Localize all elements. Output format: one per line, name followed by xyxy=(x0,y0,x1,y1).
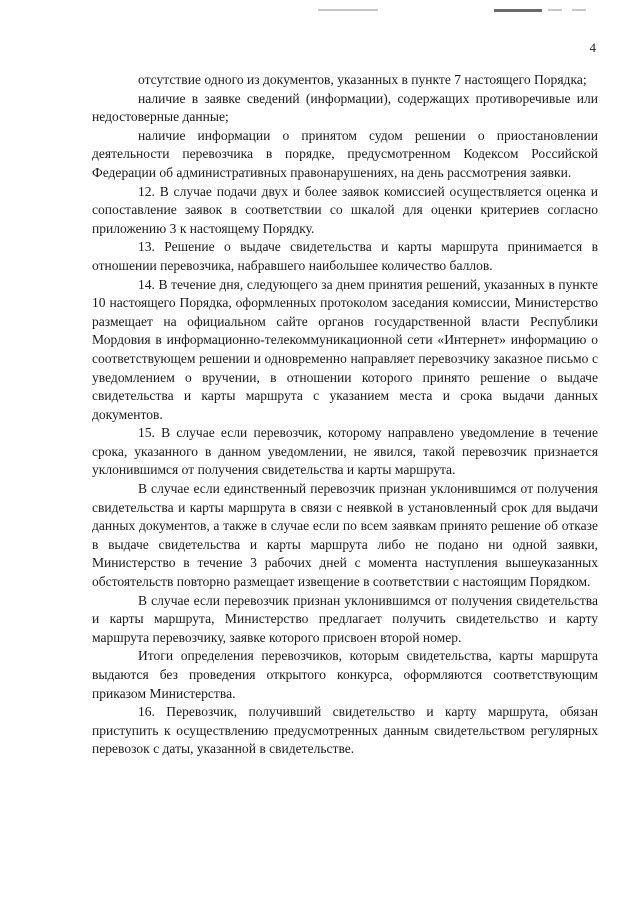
paragraph: 13. Решение о выдаче свидетельства и карты маршрута принимается в отношении перевозчика, набравшего наибольшее количество баллов. xyxy=(92,239,598,273)
paragraph: В случае если перевозчик признан уклонившимся от получения свидетельства и карты маршрута, Министерство предлагает получить свидетельство и карту маршрута перевозчику, заявке которого присвоен второй номер. xyxy=(92,592,598,645)
paragraph: 14. В течение дня, следующего за днем принятия решений, указанных в пункте 10 настоящего Порядка, оформленных протоколом заседания комиссии, Министерство размещает на официальном сайте органов государственной власти Республики Мордовия в информационно-телекоммуникационной сети «Интернет» информацию о соответствующем решении и одновременно направляет перевозчику заказное письмо с уведомлением о вручении, в отношении которого принято решение о выдаче свидетельства и карты маршрута с указанием места и срока выдачи данных документов. xyxy=(92,276,598,422)
scan-artifact xyxy=(318,9,378,11)
paragraph: наличие информации о принятом судом решении о приостановлении деятельности перевозчика в порядке, предусмотренном Кодексом Российской Федерации об административных правонарушениях, на день рассмотрения заявки. xyxy=(92,127,598,180)
scan-artifact xyxy=(572,9,586,11)
paragraph: 12. В случае подачи двух и более заявок комиссией осуществляется оценка и сопоставление заявок в соответствии со шкалой для оценки критериев согласно приложению 3 к настоящему Порядку. xyxy=(92,183,598,236)
paragraph: 16. Перевозчик, получивший свидетельство и карту маршрута, обязан приступить к осуществлению предусмотренных данным свидетельством регулярных перевозок с даты, указанной в свидетельстве. xyxy=(92,704,598,757)
paragraph: 15. В случае если перевозчик, которому направлено уведомление в течение срока, указанного в данном уведомлении, не явился, такой перевозчик признается уклонившимся от получения свидетельства и карты маршрута. xyxy=(92,425,598,478)
scan-artifact xyxy=(494,9,542,12)
page-number: 4 xyxy=(589,40,596,55)
paragraph: В случае если единственный перевозчик признан уклонившимся от получения свидетельства и карты маршрута в связи с неявкой в установленный срок для выдачи данных документов, а также в случае если по всем заявкам принято решение об отказе в выдаче свидетельства и карты маршрута либо не подано ни одной заявки, Министерство в течение 3 рабочих дней с момента наступления вышеуказанных обстоятельств повторно размещает извещение в соответствии с настоящим Порядком. xyxy=(92,481,598,590)
document-body xyxy=(92,71,598,759)
scan-artifact xyxy=(548,9,562,11)
paragraph: наличие в заявке сведений (информации), содержащих противоречивые или недостоверные данные; xyxy=(92,90,598,125)
paragraph: Итоги определения перевозчиков, которым свидетельства, карты маршрута выдаются без проведения открытого конкурса, оформляются соответствующим приказом Министерства. xyxy=(92,648,598,701)
paragraph: отсутствие одного из документов, указанных в пункте 7 настоящего Порядка; xyxy=(138,72,587,87)
